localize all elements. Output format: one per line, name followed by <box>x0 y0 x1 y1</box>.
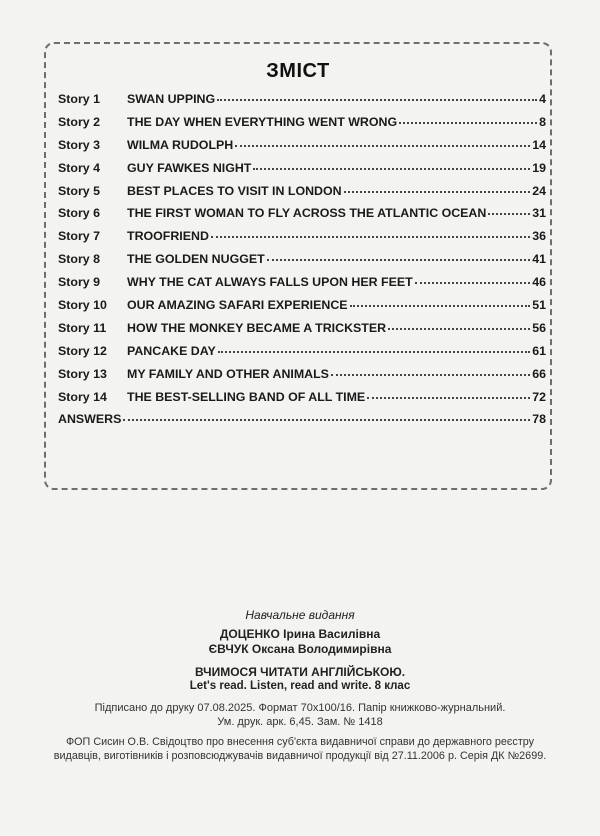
toc-entry <box>58 229 546 252</box>
page-number: 51 <box>532 298 546 313</box>
toc-entry <box>58 252 546 275</box>
dot-leader <box>415 281 531 284</box>
page-number: 19 <box>532 160 546 175</box>
dot-leader <box>367 396 530 399</box>
story-title: MY FAMILY AND OTHER ANIMALS <box>127 366 329 381</box>
page-number: 24 <box>532 183 546 198</box>
story-title: THE BEST-SELLING BAND OF ALL TIME <box>127 389 366 404</box>
toc-entry <box>58 184 546 207</box>
story-title: BEST PLACES TO VISIT IN LONDON <box>127 183 342 198</box>
imprint-block <box>0 608 600 763</box>
story-number: Story 3 <box>58 137 101 152</box>
story-title: WILMA RUDOLPH <box>127 137 234 152</box>
table-of-contents <box>44 42 552 490</box>
toc-entry <box>58 92 546 115</box>
toc-entry <box>58 298 546 321</box>
publisher-line-2: видавців, виготівників і розповсюджувачів видавничої продукції від 27.11.2006 р. Серія ДК №2699. <box>53 750 547 762</box>
story-number: Story 8 <box>58 252 101 267</box>
page-number: 46 <box>532 275 546 290</box>
story-number: Story 1 <box>58 92 101 106</box>
dot-leader <box>488 212 530 215</box>
dot-leader <box>217 98 537 101</box>
print-info-line-2: Ум. друк. арк. 6,45. Зам. № 1418 <box>217 716 383 728</box>
dot-leader <box>331 373 530 376</box>
dot-leader <box>123 418 530 421</box>
answers-label: ANSWERS <box>58 412 122 427</box>
story-title: THE FIRST WOMAN TO FLY ACROSS THE ATLANTIC OCEAN <box>127 206 487 221</box>
page-number: 61 <box>532 343 546 358</box>
story-title: THE DAY WHEN EVERYTHING WENT WRONG <box>127 114 398 129</box>
dot-leader <box>235 144 530 147</box>
toc-entry <box>58 161 546 184</box>
story-title: GUY FAWKES NIGHT <box>127 160 252 175</box>
story-number: Story 4 <box>58 160 101 175</box>
book-title: ВЧИМОСЯ ЧИТАТИ АНГЛІЙСЬКОЮ. <box>194 665 406 679</box>
page-number: 36 <box>532 229 546 244</box>
toc-entry <box>58 115 546 138</box>
toc-entry <box>58 138 546 161</box>
toc-entry <box>58 321 546 344</box>
page-number: 72 <box>532 389 546 404</box>
story-title: TROOFRIEND <box>127 229 209 244</box>
story-title: OUR AMAZING SAFARI EXPERIENCE <box>127 298 348 313</box>
story-number: Story 11 <box>58 320 107 335</box>
story-title: HOW THE MONKEY BECAME A TRICKSTER <box>127 320 387 335</box>
page-number: 14 <box>532 137 546 152</box>
story-number: Story 14 <box>58 389 107 404</box>
story-number: Story 5 <box>58 183 101 198</box>
story-number: Story 9 <box>58 275 101 290</box>
story-number: Story 10 <box>58 298 107 313</box>
dot-leader <box>344 190 531 193</box>
toc-entry <box>58 344 546 367</box>
story-title: PANCAKE DAY <box>127 343 216 358</box>
page-number: 66 <box>532 366 546 381</box>
toc-title: ЗМІСТ <box>266 60 330 82</box>
story-number: Story 6 <box>58 206 101 221</box>
page-number: 41 <box>532 252 546 267</box>
page-number: 4 <box>539 92 546 106</box>
page-number: 8 <box>539 114 546 129</box>
dot-leader <box>211 235 530 238</box>
author-1: ДОЦЕНКО Ірина Василівна <box>219 627 381 641</box>
story-number: Story 12 <box>58 343 107 358</box>
dot-leader <box>253 167 530 170</box>
book-subtitle: Let's read. Listen, read and write. 8 клас <box>189 680 411 692</box>
toc-entry <box>58 275 546 298</box>
page-number: 78 <box>532 412 546 427</box>
toc-list <box>58 92 546 435</box>
story-number: Story 2 <box>58 114 101 129</box>
story-title: SWAN UPPING <box>127 92 216 106</box>
story-number: Story 7 <box>58 229 101 244</box>
dot-leader <box>388 327 530 330</box>
page-number: 56 <box>532 320 546 335</box>
story-title: WHY THE CAT ALWAYS FALLS UPON HER FEET <box>127 275 413 290</box>
story-title: THE GOLDEN NUGGET <box>127 252 265 267</box>
dot-leader <box>399 121 537 124</box>
page-number: 31 <box>532 206 546 221</box>
dot-leader <box>218 350 530 353</box>
dot-leader <box>267 258 531 261</box>
author-2: ЄВЧУК Оксана Володимирівна <box>208 642 392 656</box>
toc-entry <box>58 367 546 390</box>
toc-entry <box>58 390 546 413</box>
edition-type: Навчальне видання <box>245 608 355 622</box>
publisher-line-1: ФОП Сисин О.В. Свідоцтво про внесення суб'єкта видавничої справи до державного реєстру <box>65 736 535 748</box>
print-info-line-1: Підписано до друку 07.08.2025. Формат 70х100/16. Папір книжково-журнальний. <box>94 702 506 714</box>
toc-entry <box>58 206 546 229</box>
story-number: Story 13 <box>58 366 107 381</box>
dot-leader <box>350 304 531 307</box>
toc-entry-answers <box>58 412 546 435</box>
